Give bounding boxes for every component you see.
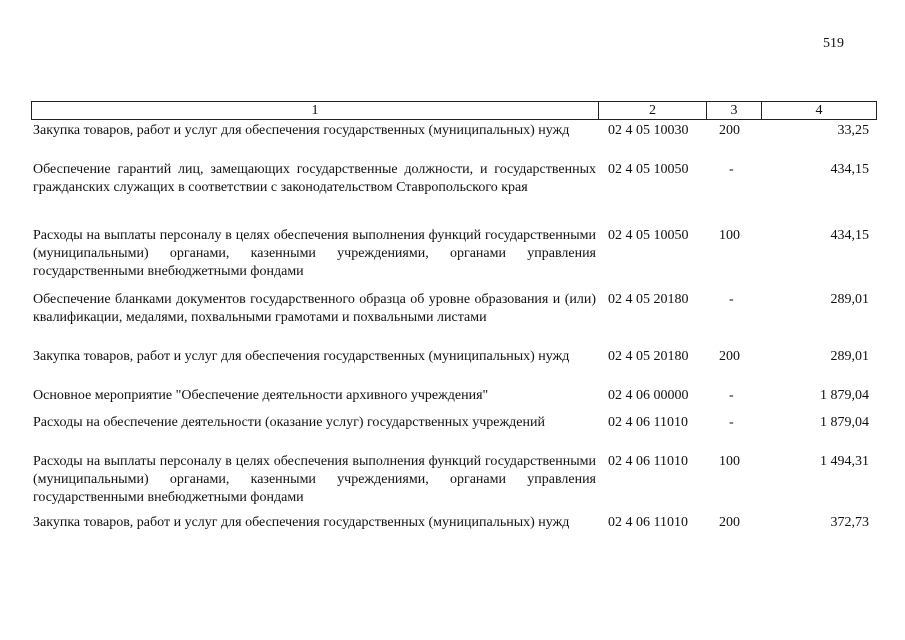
row-type: -: [729, 415, 734, 430]
row-code: 02 4 05 10030: [608, 123, 689, 138]
row-amount: 372,73: [830, 515, 869, 530]
row-code: 02 4 05 10050: [608, 228, 689, 243]
row-amount: 1 494,31: [820, 454, 869, 469]
row-amount: 434,15: [830, 162, 869, 177]
row-amount: 1 879,04: [820, 388, 869, 403]
row-description: Расходы на обеспечение деятельности (оказание услуг) государственных учреждений: [33, 415, 545, 430]
row-amount: 434,15: [830, 228, 869, 243]
row-amount: 289,01: [830, 292, 869, 307]
row-amount: 289,01: [830, 349, 869, 364]
row-code: 02 4 05 20180: [608, 349, 689, 364]
row-description: Расходы на выплаты персоналу в целях обеспечения выполнения функций государственными (муниципальными) органами, казенными учреждениями, органами управления государственными внебюджетными фондами: [33, 454, 596, 505]
header-col-3: 3: [707, 102, 762, 119]
row-code: 02 4 05 10050: [608, 162, 689, 177]
row-type: 200: [719, 349, 740, 364]
row-description: Обеспечение бланками документов государственного образца об уровне образования и (или) квалификации, медалями, похвальными грамотами и похвальными листами: [33, 292, 596, 325]
row-type: 200: [719, 515, 740, 530]
row-type: -: [729, 162, 734, 177]
table-header: [31, 101, 877, 120]
row-code: 02 4 06 00000: [608, 388, 689, 403]
row-type: 100: [719, 228, 740, 243]
row-description: Расходы на выплаты персоналу в целях обеспечения выполнения функций государственными (муниципальными) органами, казенными учреждениями, органами управления государственными внебюджетными фондами: [33, 228, 596, 279]
header-col-4: 4: [815, 102, 823, 118]
row-type: 200: [719, 123, 740, 138]
row-description: Закупка товаров, работ и услуг для обеспечения государственных (муниципальных) нужд: [33, 515, 570, 530]
row-description: Закупка товаров, работ и услуг для обеспечения государственных (муниципальных) нужд: [33, 349, 570, 364]
row-code: 02 4 05 20180: [608, 292, 689, 307]
header-col-2: 2: [599, 102, 707, 119]
row-type: -: [729, 388, 734, 403]
row-amount: 1 879,04: [820, 415, 869, 430]
row-code: 02 4 06 11010: [608, 515, 688, 530]
row-description: Обеспечение гарантий лиц, замещающих государственные должности, и государственных гражданских служащих в соответствии с законодательством Ставропольского края: [33, 162, 596, 195]
page-number: 519: [823, 36, 844, 51]
row-code: 02 4 06 11010: [608, 454, 688, 469]
row-description: Основное мероприятие "Обеспечение деятельности архивного учреждения": [33, 388, 489, 403]
row-type: 100: [719, 454, 740, 469]
header-col-1: 1: [32, 102, 599, 119]
row-type: -: [729, 292, 734, 307]
row-amount: 33,25: [837, 123, 869, 138]
row-description: Закупка товаров, работ и услуг для обеспечения государственных (муниципальных) нужд: [33, 123, 570, 138]
row-code: 02 4 06 11010: [608, 415, 688, 430]
